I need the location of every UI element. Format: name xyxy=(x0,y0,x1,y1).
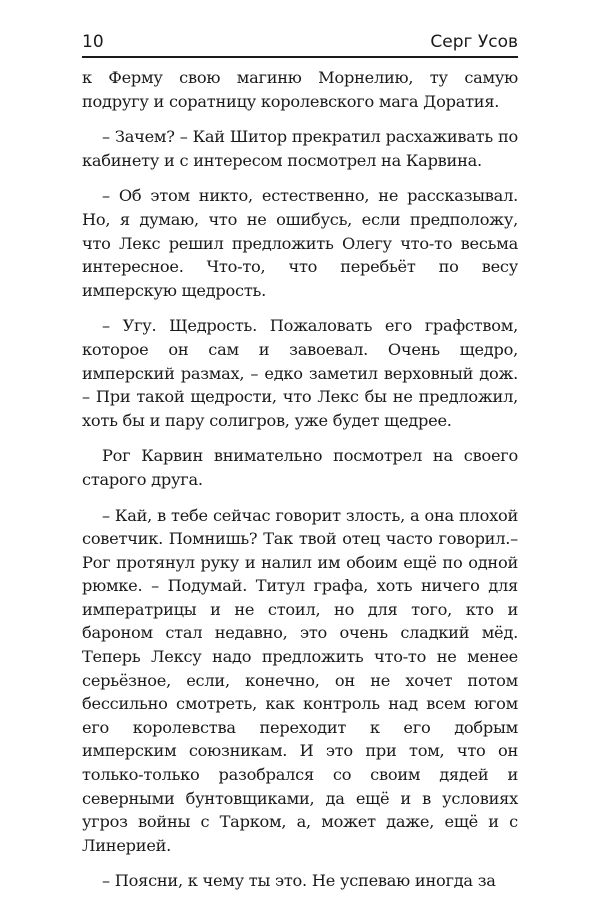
paragraph: – Угу. Щедрость. Пожаловать его графством, которое он сам и завоевал. Очень щедро, имперский размах, – едко заметил верховный дож. – При такой щедрости, что Лекс бы не предложил, хоть бы и пару солигров, уже будет щедрее. xyxy=(82,316,518,430)
paragraph: – Об этом никто, естественно, не рассказывал. Но, я думаю, что не ошибусь, если предположу, что Лекс решил предложить Олегу что-то весьма интересное. Что-то, что перебьёт по весу имперскую щедрость. xyxy=(82,186,518,300)
paragraph: к Ферму свою магиню Морнелию, ту самую подругу и соратницу королевского мага Доратия. xyxy=(82,68,518,111)
paragraph: – Зачем? – Кай Шитор прекратил расхаживать по кабинету и с интересом посмотрел на Карвина. xyxy=(82,127,518,170)
paragraph: – Кай, в тебе сейчас говорит злость, а она плохой советчик. Помнишь? Так твой отец часто говорил.– Рог протянул руку и налил им обоим ещё по одной рюмке. – Подумай. Титул графа, хоть ничего для императрицы и не стоил, но для того, кто и бароном стал недавно, это очень сладкий мёд. Теперь Лексу надо предложить что-то не менее серьёзное, если, конечно, он не хочет потом бессильно смотреть, как контроль над всем югом его королевства переходит к его добрым имперским союзникам. И это при том, что он только-только разобрался со своим дядей и северными бунтовщиками, да ещё и в условиях угроз войны с Тарком, а, может даже, ещё и с Линерией. xyxy=(82,505,518,855)
paragraph: Рог Карвин внимательно посмотрел на своего старого друга. xyxy=(82,446,518,489)
page-text xyxy=(82,66,518,905)
running-author: Серг Усов xyxy=(430,32,518,52)
running-header xyxy=(82,32,518,58)
page-number: 10 xyxy=(82,32,104,52)
paragraph: – Поясни, к чему ты это. Не успеваю иногда за xyxy=(102,871,496,891)
